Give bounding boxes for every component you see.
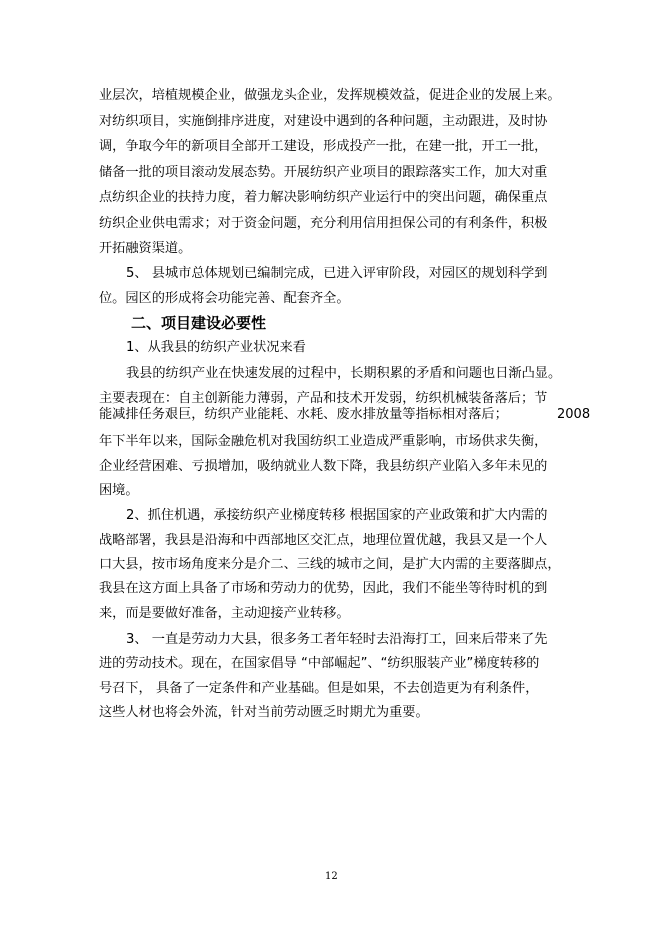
body-line: 我县的纺织产业在快速发展的过程中，长期积累的矛盾和问题也日渐凸显。 [126, 366, 562, 381]
body-line: 业层次，培植规模企业，做强龙头企业，发挥规模效益，促进企业的发展上来。 [99, 88, 561, 103]
body-line: 战略部署，我县是沿海和中西部地区交汇点，地理位置优越，我县又是一个人 [99, 533, 548, 548]
body-line: 企业经营困难、亏损增加，吸纳就业人数下降，我县纺织产业陷入多年未见的 [99, 459, 548, 474]
body-line: 进的劳动技术。现在，在国家倡导 “中部崛起”、“纺织服装产业”梯度转移的 [99, 656, 540, 671]
body-line: 能减排任务艰巨，纺织产业能耗、水耗、废水排放量等指标相对落后； [99, 407, 508, 422]
body-line: 困境。 [99, 483, 139, 498]
body-line: 口大县，按市场角度来分是介二、三线的城市之间，是扩大内需的主要落脚点， [99, 557, 561, 572]
body-line: 号召下， 具备了一定条件和产业基础。但是如果，不去创造更为有利条件， [99, 681, 539, 696]
body-line: 点纺织企业的扶持力度，着力解决影响纺织产业运行中的突出问题，确保重点 [99, 190, 548, 205]
page-number: 12 [325, 871, 338, 882]
body-line: 我县在这方面上具备了市场和劳动力的优势，因此，我们不能坐等待时机的到 [99, 581, 548, 596]
body-line: 开拓融资渠道。 [99, 241, 192, 256]
body-line: 5、 县城市总体规划已编制完成，已进入评审阶段，对园区的规划科学到 [126, 266, 548, 281]
body-line: 3、 一直是劳动力大县，很多务工者年轻时去沿海打工，回来后带来了先 [126, 632, 548, 647]
body-line: 年下半年以来，国际金融危机对我国纺织工业造成严重影响，市场供求失衡， [99, 434, 548, 449]
body-line: 2、抓住机遇，承接纺织产业梯度转移 根据国家的产业政策和扩大内需的 [126, 508, 548, 523]
year-value: 2008 [557, 407, 591, 422]
body-line: 主要表现在：自主创新能力薄弱，产品和技术开发弱，纺织机械装备落后；节 [99, 391, 548, 406]
body-line: 纺织企业供电需求；对于资金问题，充分利用信用担保公司的有利条件，积极 [99, 216, 548, 231]
body-line: 储备一批的项目滚动发展态势。开展纺织产业项目的跟踪落实工作，加大对重 [99, 165, 548, 180]
body-line: 来，而是要做好准备，主动迎接产业转移。 [99, 606, 350, 621]
body-line: 调，争取今年的新项目全部开工建设，形成投产一批，在建一批，开工一批， [99, 139, 548, 154]
body-line: 对纺织项目，实施倒排序进度，对建设中遇到的各种问题，主动跟进，及时协 [99, 114, 548, 129]
subsection-heading: 1、从我县的纺织产业状况来看 [126, 340, 306, 355]
section-heading: 二、项目建设必要性 [131, 314, 267, 332]
body-line: 位。园区的形成将会功能完善、配套齐全。 [99, 291, 350, 306]
body-line: 这些人材也将会外流，针对当前劳动匮乏时期尤为重要。 [99, 705, 429, 720]
